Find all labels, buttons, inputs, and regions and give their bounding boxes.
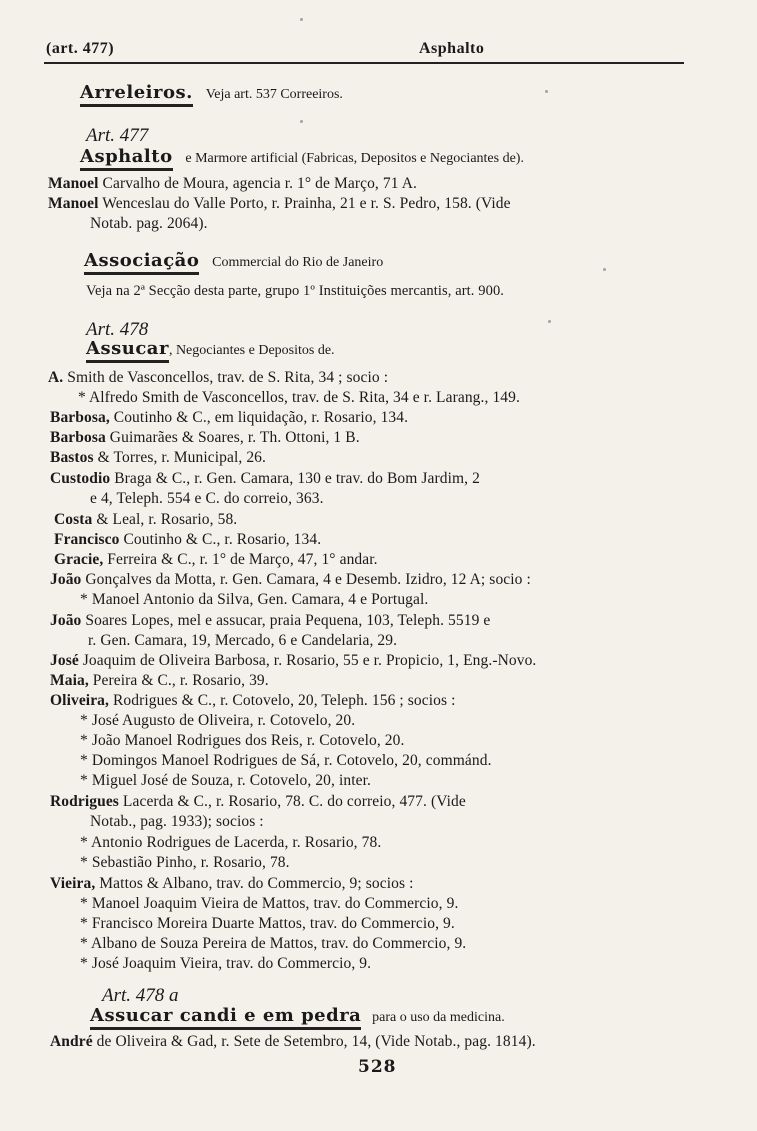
article-number: Art. 477 (86, 125, 149, 146)
entry-line: * Domingos Manoel Rodrigues de Sá, r. Cotovelo, 20, commánd. (80, 752, 492, 769)
entry-line: * Antonio Rodrigues de Lacerda, r. Rosario, 78. (80, 834, 382, 851)
section-assucar (86, 338, 335, 359)
entry-line: Veja na 2ª Secção desta parte, grupo 1º Instituições mercantis, art. 900. (86, 283, 505, 299)
speck (300, 120, 303, 123)
article-number: Art. 478 (86, 319, 149, 340)
entry-line: Bastos & Torres, r. Municipal, 26. (50, 449, 267, 466)
section-description: e Marmore artificial (Fabricas, Depositos e Negociantes de). (185, 151, 524, 166)
entry-line: * João Manoel Rodrigues dos Reis, r. Cotovelo, 20. (80, 732, 405, 749)
section-arreleiros (80, 82, 343, 103)
header-title: Asphalto (419, 40, 485, 57)
entry-line: Gracie, Ferreira & C., r. 1° de Março, 47, 1° andar. (54, 551, 378, 568)
section-title: Assucar candi e em pedra (90, 1005, 361, 1030)
entry-line: * Manoel Antonio da Silva, Gen. Camara, 4 e Portugal. (80, 591, 429, 608)
entry-line: Francisco Coutinho & C., r. Rosario, 134. (54, 531, 322, 548)
entry-line: * José Augusto de Oliveira, r. Cotovelo, 20. (80, 712, 356, 729)
article-number: Art. 478 a (102, 985, 179, 1006)
entry-line: * Albano de Souza Pereira de Mattos, trav. do Commercio, 9. (80, 935, 467, 952)
entry-line: Notab., pag. 1933); socios : (90, 813, 264, 830)
entry-line: João Gonçalves da Motta, r. Gen. Camara, 4 e Desemb. Izidro, 12 A; socio : (50, 571, 531, 588)
section-asphalto (80, 146, 524, 167)
entry-line: Maia, Pereira & C., r. Rosario, 39. (50, 672, 269, 689)
entry-line: * Manoel Joaquim Vieira de Mattos, trav. do Commercio, 9. (80, 895, 459, 912)
section-description: para o uso da medicina. (372, 1010, 505, 1025)
speck (545, 90, 548, 93)
entry-line: Manoel Carvalho de Moura, agencia r. 1° de Março, 71 A. (48, 175, 417, 192)
entry-line: José Joaquim de Oliveira Barbosa, r. Rosario, 55 e r. Propicio, 1, Eng.-Novo. (50, 652, 537, 669)
entry-line: Custodio Braga & C., r. Gen. Camara, 130 e trav. do Bom Jardim, 2 (50, 470, 480, 487)
section-description: , Negociantes e Depositos de. (168, 343, 335, 358)
speck (603, 268, 606, 271)
entry-line: e 4, Teleph. 554 e C. do correio, 363. (90, 490, 324, 507)
entry-line: Oliveira, Rodrigues & C., r. Cotovelo, 20, Teleph. 156 ; socios : (50, 692, 456, 709)
entry-line: r. Gen. Camara, 19, Mercado, 6 e Candelaria, 29. (88, 632, 398, 649)
entry-line: Barbosa, Coutinho & C., em liquidação, r. Rosario, 134. (50, 409, 409, 426)
entry-line: André de Oliveira & Gad, r. Sete de Setembro, 14, (Vide Notab., pag. 1814). (50, 1033, 536, 1050)
section-description: Commercial do Rio de Janeiro (212, 255, 384, 270)
entry-line: * Miguel José de Souza, r. Cotovelo, 20, inter. (80, 772, 371, 789)
page-number: 528 (358, 1057, 397, 1077)
entry-line: Notab. pag. 2064). (90, 215, 208, 232)
entry-line: Manoel Wenceslau do Valle Porto, r. Prainha, 21 e r. S. Pedro, 158. (Vide (48, 195, 511, 212)
section-assucar-candi (90, 1005, 505, 1026)
entry-line: * Sebastião Pinho, r. Rosario, 78. (80, 854, 290, 871)
entry-line: * Alfredo Smith de Vasconcellos, trav. de S. Rita, 34 e r. Larang., 149. (78, 389, 520, 406)
section-description: Veja art. 537 Correeiros. (205, 87, 343, 102)
section-title: Associação (84, 250, 199, 275)
section-associacao (84, 250, 383, 271)
running-header (44, 38, 684, 64)
entry-line: Rodrigues Lacerda & C., r. Rosario, 78. C. do correio, 477. (Vide (50, 793, 466, 810)
section-title: Arreleiros. (80, 82, 193, 107)
entry-line: Barbosa Guimarães & Soares, r. Th. Ottoni, 1 B. (50, 429, 360, 446)
section-title: Assucar (86, 338, 169, 363)
entry-line: * José Joaquim Vieira, trav. do Commercio, 9. (80, 955, 372, 972)
entry-line: João Soares Lopes, mel e assucar, praia Pequena, 103, Teleph. 5519 e (50, 612, 491, 629)
entry-line: Costa & Leal, r. Rosario, 58. (54, 511, 238, 528)
speck (548, 320, 551, 323)
header-article-ref: (art. 477) (46, 40, 115, 57)
section-title: Asphalto (80, 146, 173, 171)
speck (300, 18, 303, 21)
entry-line: * Francisco Moreira Duarte Mattos, trav. do Commercio, 9. (80, 915, 455, 932)
entry-line: A. Smith de Vasconcellos, trav. de S. Rita, 34 ; socio : (48, 369, 389, 386)
entry-line: Vieira, Mattos & Albano, trav. do Commercio, 9; socios : (50, 875, 414, 892)
